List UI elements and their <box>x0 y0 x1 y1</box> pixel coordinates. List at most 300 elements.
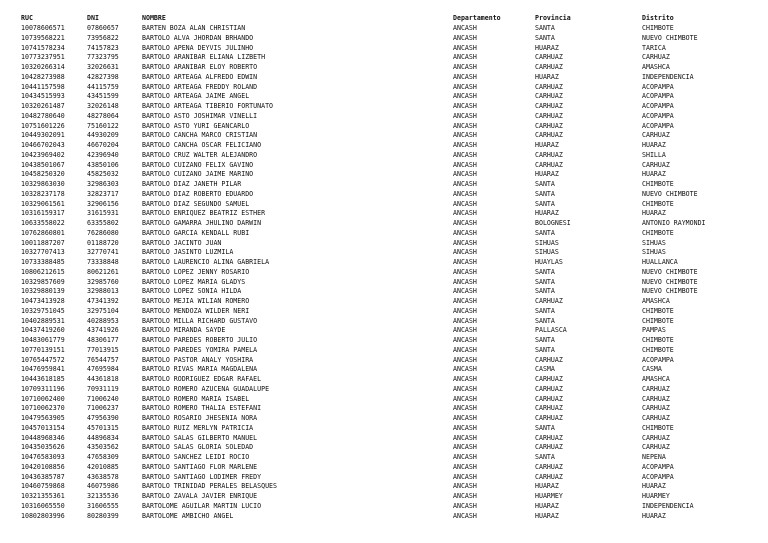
table-row <box>0 151 768 161</box>
cell-provincia: CARHUAZ <box>535 63 563 71</box>
cell-nombre: BARTOLO JASINTO LUZMILA <box>142 248 234 257</box>
cell-distrito: ACOPAMPA <box>642 472 674 481</box>
cell-departamento: ANCASH <box>453 102 477 110</box>
table-row <box>0 463 768 473</box>
table-row <box>0 395 768 405</box>
table-row <box>0 512 768 522</box>
cell-ruc: 10751601226 <box>21 121 65 130</box>
cell-departamento: ANCASH <box>453 219 477 227</box>
cell-dni: 43503562 <box>87 443 119 452</box>
cell-nombre: BARTOLO CANCHA OSCAR FELICIANO <box>142 141 262 149</box>
cell-dni: 01188720 <box>87 238 119 247</box>
cell-distrito: CHIMBOTE <box>642 423 674 432</box>
cell-nombre: BARTOLO LOPEZ JENNY ROSARIO <box>142 267 250 276</box>
cell-dni: 32770741 <box>87 248 119 257</box>
cell-nombre: BARTOLO ASTO YURI GEANCARLO <box>142 121 250 130</box>
cell-provincia: CARHUAZ <box>535 150 563 159</box>
cell-ruc: 10710062370 <box>21 404 65 413</box>
cell-ruc: 10482780640 <box>21 111 65 120</box>
cell-dni: 45701315 <box>87 423 119 432</box>
cell-dni: 48306177 <box>87 336 119 344</box>
cell-dni: 32026631 <box>87 63 119 71</box>
cell-departamento: ANCASH <box>453 306 477 315</box>
cell-distrito: SHILLA <box>642 150 666 159</box>
cell-departamento: ANCASH <box>453 72 477 81</box>
cell-nombre: BARTOLO GARCIA KENDALL RUBI <box>142 228 250 237</box>
table-row <box>0 443 768 453</box>
cell-ruc: 10479563905 <box>21 414 65 422</box>
cell-provincia: HUARAZ <box>535 170 559 179</box>
cell-provincia: CARHUAZ <box>535 297 563 305</box>
cell-departamento: ANCASH <box>453 423 477 432</box>
cell-provincia: CARHUAZ <box>535 404 563 413</box>
cell-dni: 44930209 <box>87 131 119 140</box>
cell-provincia: CARHUAZ <box>535 160 563 169</box>
cell-distrito: CHIMBOTE <box>642 24 674 32</box>
table-row <box>0 356 768 366</box>
cell-distrito: INDEPENDENCIA <box>642 72 694 81</box>
cell-departamento: ANCASH <box>453 492 477 500</box>
cell-nombre: BARTOLO SALAS GLORIA SOLEDAD <box>142 443 254 452</box>
cell-ruc: 10435035626 <box>21 443 65 452</box>
cell-ruc: 10402889531 <box>21 316 65 325</box>
cell-dni: 73338848 <box>87 258 119 266</box>
cell-distrito: ACOPAMPA <box>642 462 674 471</box>
cell-departamento: ANCASH <box>453 267 477 276</box>
cell-provincia: SIHUAS <box>535 248 559 257</box>
cell-ruc: 10443618185 <box>21 375 65 383</box>
cell-ruc: 10476583093 <box>21 453 65 461</box>
cell-provincia: HUARAZ <box>535 209 559 218</box>
table-row <box>0 307 768 317</box>
cell-nombre: BARTOLO PAREDES ROBERTO JULIO <box>142 336 258 344</box>
cell-departamento: ANCASH <box>453 121 477 130</box>
cell-provincia: SANTA <box>535 189 555 198</box>
table-row <box>0 161 768 171</box>
table-row <box>0 365 768 375</box>
cell-ruc: 10765447572 <box>21 355 65 364</box>
cell-ruc: 10633558022 <box>21 219 65 227</box>
table-row <box>0 92 768 102</box>
cell-provincia: CARHUAZ <box>535 443 563 452</box>
cell-dni: 42010885 <box>87 462 119 471</box>
cell-provincia: CARHUAZ <box>535 53 563 62</box>
cell-ruc: 10473413928 <box>21 297 65 305</box>
cell-ruc: 10423969402 <box>21 150 65 159</box>
cell-distrito: NEPEÑA <box>642 453 666 461</box>
cell-nombre: BARTOLOME AGUILAR MARTIN LUCIO <box>142 501 262 510</box>
table-row <box>0 122 768 132</box>
cell-departamento: ANCASH <box>453 248 477 257</box>
cell-ruc: 10434515993 <box>21 92 65 101</box>
cell-ruc: 10441157598 <box>21 82 65 91</box>
cell-departamento: ANCASH <box>453 355 477 364</box>
cell-ruc: 10710062400 <box>21 394 65 403</box>
cell-departamento: ANCASH <box>453 316 477 325</box>
cell-provincia: SANTA <box>535 180 555 188</box>
cell-nombre: BARTOLO LAURENCIO ALINA GABRIELA <box>142 258 270 266</box>
cell-dni: 31615931 <box>87 209 119 218</box>
cell-nombre: BARTOLO ASTO JOSHIMAR VINELLI <box>142 111 258 120</box>
cell-nombre: BARTEN BOZA ALAN CHRISTIAN <box>142 24 246 32</box>
cell-ruc: 10466702043 <box>21 141 65 149</box>
cell-nombre: BARTOLO LOPEZ SONIA HILDA <box>142 287 242 296</box>
cell-dni: 80280399 <box>87 511 119 520</box>
cell-nombre: BARTOLO TRINIDAD PERALES BELASQUES <box>142 482 277 491</box>
cell-departamento: ANCASH <box>453 160 477 169</box>
cell-departamento: ANCASH <box>453 170 477 179</box>
cell-dni: 74157823 <box>87 43 119 52</box>
cell-nombre: BARTOLO MEJIA WILIAN ROMERO <box>142 297 250 305</box>
table-row <box>0 375 768 385</box>
cell-provincia: HUARAZ <box>535 501 559 510</box>
table-row <box>0 268 768 278</box>
cell-provincia: SANTA <box>535 345 555 354</box>
cell-departamento: ANCASH <box>453 141 477 149</box>
cell-dni: 32135536 <box>87 492 119 500</box>
cell-departamento: ANCASH <box>453 33 477 42</box>
cell-dni: 77013915 <box>87 345 119 354</box>
cell-provincia: SANTA <box>535 316 555 325</box>
cell-ruc: 10806212615 <box>21 267 65 276</box>
cell-departamento: ANCASH <box>453 228 477 237</box>
cell-dni: 31606555 <box>87 501 119 510</box>
cell-distrito: CARHUAZ <box>642 53 670 62</box>
cell-provincia: CARHUAZ <box>535 111 563 120</box>
cell-nombre: BARTOLO SALAS GILBERTO MANUEL <box>142 433 258 442</box>
cell-nombre: BARTOLOME AMBICHO ANGEL <box>142 511 234 520</box>
cell-departamento: ANCASH <box>453 375 477 383</box>
cell-departamento: ANCASH <box>453 131 477 140</box>
cell-departamento: ANCASH <box>453 82 477 91</box>
cell-departamento: ANCASH <box>453 365 477 374</box>
cell-dni: 43638578 <box>87 472 119 481</box>
cell-nombre: BARTOLO ROSARIO JHESENIA NORA <box>142 414 258 422</box>
cell-provincia: SIHUAS <box>535 238 559 247</box>
cell-provincia: BOLOGNESI <box>535 219 571 227</box>
cell-nombre: BARTOLO DIAZ SEGUNDO SAMUEL <box>142 199 250 208</box>
table-row <box>0 336 768 346</box>
table-row <box>0 278 768 288</box>
cell-provincia: HUARAZ <box>535 482 559 491</box>
cell-dni: 70931119 <box>87 384 119 393</box>
cell-distrito: NUEVO CHIMBOTE <box>642 277 698 286</box>
cell-provincia: CARHUAZ <box>535 433 563 442</box>
cell-nombre: BARTOLO ARTEAGA ALFREDO EDWIN <box>142 72 258 81</box>
cell-ruc: 10739568221 <box>21 33 65 42</box>
cell-nombre: BARTOLO PAREDES YOMIRA PAMELA <box>142 345 258 354</box>
cell-departamento: ANCASH <box>453 501 477 510</box>
cell-distrito: HUARAZ <box>642 141 666 149</box>
cell-distrito: NUEVO CHIMBOTE <box>642 287 698 296</box>
cell-dni: 32906156 <box>87 199 119 208</box>
cell-distrito: ACOPAMPA <box>642 355 674 364</box>
cell-provincia: CARHUAZ <box>535 472 563 481</box>
cell-provincia: HUAYLAS <box>535 258 563 266</box>
cell-ruc: 10320266314 <box>21 63 65 71</box>
cell-distrito: AMASHCA <box>642 63 670 71</box>
cell-ruc: 10329751045 <box>21 306 65 315</box>
cell-nombre: BARTOLO DIAZ ROBERTO EDUARDO <box>142 189 254 198</box>
cell-departamento: ANCASH <box>453 287 477 296</box>
cell-departamento: ANCASH <box>453 277 477 286</box>
cell-provincia: CARHUAZ <box>535 121 563 130</box>
table-row <box>0 63 768 73</box>
cell-ruc: 10476959841 <box>21 365 65 374</box>
cell-distrito: HUALLANCA <box>642 258 678 266</box>
header-ruc: RUC <box>21 14 33 22</box>
cell-provincia: HUARAZ <box>535 511 559 520</box>
cell-distrito: CARHUAZ <box>642 433 670 442</box>
cell-dni: 71006237 <box>87 404 119 413</box>
cell-departamento: ANCASH <box>453 238 477 247</box>
cell-dni: 44896834 <box>87 433 119 442</box>
cell-departamento: ANCASH <box>453 180 477 188</box>
table-row <box>0 453 768 463</box>
cell-provincia: CARHUAZ <box>535 414 563 422</box>
cell-provincia: CARHUAZ <box>535 375 563 383</box>
cell-ruc: 10078606571 <box>21 24 65 32</box>
cell-distrito: CHIMBOTE <box>642 316 674 325</box>
cell-departamento: ANCASH <box>453 209 477 218</box>
table-row <box>0 112 768 122</box>
cell-nombre: BARTOLO CUIZANO JAIME MARINO <box>142 170 254 179</box>
cell-departamento: ANCASH <box>453 189 477 198</box>
cell-ruc: 10773237951 <box>21 53 65 62</box>
cell-nombre: BARTOLO ARANIBAR ELIANA LIZBETH <box>142 53 266 62</box>
cell-provincia: CARHUAZ <box>535 384 563 393</box>
cell-distrito: CARHUAZ <box>642 404 670 413</box>
cell-nombre: BARTOLO ZAVALA JAVIER ENRIQUE <box>142 492 258 500</box>
cell-nombre: BARTOLO GAMARRA JHULIÑO DARWIN <box>142 219 262 227</box>
cell-distrito: HUARMEY <box>642 492 670 500</box>
table-row <box>0 180 768 190</box>
table-row <box>0 209 768 219</box>
cell-distrito: AMASHCA <box>642 375 670 383</box>
cell-distrito: SIHUAS <box>642 248 666 257</box>
cell-dni: 47956390 <box>87 414 119 422</box>
cell-nombre: BARTOLO ALVA JHORDAN BRHANDO <box>142 33 254 42</box>
cell-nombre: BARTOLO RODRIGUEZ EDGAR RAFAEL <box>142 375 262 383</box>
cell-departamento: ANCASH <box>453 384 477 393</box>
table-row <box>0 34 768 44</box>
cell-nombre: BARTOLO RIVAS MARIA MAGDALENA <box>142 365 258 374</box>
cell-dni: 43741926 <box>87 326 119 335</box>
cell-distrito: CHIMBOTE <box>642 336 674 344</box>
cell-departamento: ANCASH <box>453 297 477 305</box>
cell-departamento: ANCASH <box>453 443 477 452</box>
cell-nombre: BARTOLO JACINTO JUAN <box>142 238 222 247</box>
table-row <box>0 239 768 249</box>
cell-distrito: PAMPAS <box>642 326 666 335</box>
cell-departamento: ANCASH <box>453 433 477 442</box>
cell-dni: 46670204 <box>87 141 119 149</box>
table-row <box>0 73 768 83</box>
cell-nombre: BARTOLO APEÑA DEYVIS JULINHO <box>142 43 254 52</box>
cell-nombre: BARTOLO SANTIAGO FLOR MARLENE <box>142 462 258 471</box>
cell-ruc: 10483061779 <box>21 336 65 344</box>
cell-provincia: SANTA <box>535 228 555 237</box>
cell-distrito: ACOPAMPA <box>642 111 674 120</box>
cell-provincia: SANTA <box>535 287 555 296</box>
table-row <box>0 492 768 502</box>
cell-departamento: ANCASH <box>453 336 477 344</box>
cell-ruc: 10316065550 <box>21 501 65 510</box>
cell-dni: 44361818 <box>87 375 119 383</box>
cell-dni: 76286080 <box>87 228 119 237</box>
cell-ruc: 10329863030 <box>21 180 65 188</box>
cell-provincia: SANTA <box>535 306 555 315</box>
cell-departamento: ANCASH <box>453 92 477 101</box>
cell-departamento: ANCASH <box>453 24 477 32</box>
cell-departamento: ANCASH <box>453 462 477 471</box>
cell-departamento: ANCASH <box>453 345 477 354</box>
cell-distrito: INDEPENDENCIA <box>642 501 694 510</box>
table-row <box>0 219 768 229</box>
cell-departamento: ANCASH <box>453 111 477 120</box>
cell-provincia: CARHUAZ <box>535 355 563 364</box>
cell-dni: 32823717 <box>87 189 119 198</box>
cell-distrito: HUARAZ <box>642 209 666 218</box>
cell-nombre: BARTOLO ARTEAGA TIBERIO FORTUNATO <box>142 102 274 110</box>
header-provincia: Provincia <box>535 14 571 22</box>
cell-nombre: BARTOLO ROMERO AZUCENA GUADALUPE <box>142 384 270 393</box>
table-row <box>0 83 768 93</box>
cell-distrito: CHIMBOTE <box>642 345 674 354</box>
cell-dni: 32988013 <box>87 287 119 296</box>
cell-ruc: 10329880139 <box>21 287 65 296</box>
cell-dni: 32985760 <box>87 277 119 286</box>
cell-distrito: CARHUAZ <box>642 394 670 403</box>
cell-ruc: 10327707413 <box>21 248 65 257</box>
cell-ruc: 10460759868 <box>21 482 65 491</box>
cell-dni: 77323795 <box>87 53 119 62</box>
cell-ruc: 10438501067 <box>21 160 65 169</box>
cell-nombre: BARTOLO CANCHA MARCO CRISTIAN <box>142 131 258 140</box>
cell-provincia: CARHUAZ <box>535 102 563 110</box>
cell-dni: 71006240 <box>87 394 119 403</box>
header-dni: DNI <box>87 14 99 22</box>
cell-distrito: CARHUAZ <box>642 160 670 169</box>
cell-dni: 32026148 <box>87 102 119 110</box>
cell-ruc: 10449302091 <box>21 131 65 140</box>
cell-distrito: ACOPAMPA <box>642 92 674 101</box>
cell-nombre: BARTOLO DIAZ JANETH PILAR <box>142 180 242 188</box>
cell-nombre: BARTOLO MENDOZA WILDER NERI <box>142 306 250 315</box>
cell-departamento: ANCASH <box>453 150 477 159</box>
table-row <box>0 287 768 297</box>
cell-distrito: ANTONIO RAYMONDI <box>642 219 706 227</box>
cell-ruc: 10320261487 <box>21 102 65 110</box>
cell-distrito: ACOPAMPA <box>642 121 674 130</box>
cell-distrito: HUARAZ <box>642 511 666 520</box>
cell-nombre: BARTOLO RUIZ MERLYN PATRICIA <box>142 423 254 432</box>
cell-dni: 76544757 <box>87 355 119 364</box>
cell-nombre: BARTOLO MIRANDA SAYDE <box>142 326 226 335</box>
cell-distrito: CHIMBOTE <box>642 306 674 315</box>
cell-provincia: SANTA <box>535 24 555 32</box>
cell-ruc: 10741578234 <box>21 43 65 52</box>
cell-nombre: BARTOLO SANCHEZ LEIDI ROCIO <box>142 453 250 461</box>
cell-dni: 73956822 <box>87 33 119 42</box>
table-row <box>0 102 768 112</box>
table-row <box>0 229 768 239</box>
cell-distrito: NUEVO CHIMBOTE <box>642 267 698 276</box>
cell-provincia: HUARMEY <box>535 492 563 500</box>
cell-dni: 80621261 <box>87 267 119 276</box>
cell-nombre: BARTOLO ROMERO MARIA ISABEL <box>142 394 250 403</box>
cell-provincia: CARHUAZ <box>535 131 563 140</box>
cell-distrito: AMASHCA <box>642 297 670 305</box>
cell-provincia: SANTA <box>535 423 555 432</box>
cell-distrito: NUEVO CHIMBOTE <box>642 189 698 198</box>
table-row <box>0 190 768 200</box>
cell-provincia: CARHUAZ <box>535 82 563 91</box>
table-row <box>0 385 768 395</box>
table-header <box>0 14 768 24</box>
cell-distrito: TARICA <box>642 43 666 52</box>
cell-dni: 42827398 <box>87 72 119 81</box>
cell-ruc: 10329857609 <box>21 277 65 286</box>
cell-provincia: HUARAZ <box>535 141 559 149</box>
cell-provincia: HUARAZ <box>535 43 559 52</box>
cell-provincia: SANTA <box>535 199 555 208</box>
cell-ruc: 10733388485 <box>21 258 65 266</box>
cell-distrito: NUEVO CHIMBOTE <box>642 33 698 42</box>
cell-distrito: HUARAZ <box>642 482 666 491</box>
cell-nombre: BARTOLO SANTIAGO LODIMER FREDY <box>142 472 262 481</box>
cell-ruc: 10328237178 <box>21 189 65 198</box>
cell-provincia: SANTA <box>535 453 555 461</box>
cell-ruc: 10770139151 <box>21 345 65 354</box>
cell-dni: 47695984 <box>87 365 119 374</box>
header-distrito: Distrito <box>642 14 674 22</box>
cell-provincia: SANTA <box>535 277 555 286</box>
cell-distrito: CARHUAZ <box>642 131 670 140</box>
cell-ruc: 10316159317 <box>21 209 65 218</box>
cell-dni: 44115759 <box>87 82 119 91</box>
cell-dni: 43850106 <box>87 160 119 169</box>
cell-dni: 47341392 <box>87 297 119 305</box>
cell-departamento: ANCASH <box>453 511 477 520</box>
cell-dni: 48278064 <box>87 111 119 120</box>
table-row <box>0 248 768 258</box>
cell-ruc: 10011887207 <box>21 238 65 247</box>
cell-nombre: BARTOLO PASTOR ANALY YOSHIRA <box>142 355 254 364</box>
cell-departamento: ANCASH <box>453 326 477 335</box>
cell-ruc: 10448968346 <box>21 433 65 442</box>
cell-distrito: CARHUAZ <box>642 443 670 452</box>
cell-nombre: BARTOLO CUIZANO FELIX GAVINO <box>142 160 254 169</box>
table-row <box>0 44 768 54</box>
cell-provincia: PALLASCA <box>535 326 567 335</box>
table-row <box>0 346 768 356</box>
cell-ruc: 10420108856 <box>21 462 65 471</box>
table-row <box>0 131 768 141</box>
cell-ruc: 10329061561 <box>21 199 65 208</box>
cell-provincia: CASMA <box>535 365 555 374</box>
cell-departamento: ANCASH <box>453 43 477 52</box>
cell-nombre: BARTOLO ENRIQUEZ BEATRIZ ESTHER <box>142 209 266 218</box>
cell-departamento: ANCASH <box>453 482 477 491</box>
table-row <box>0 502 768 512</box>
cell-ruc: 10709311196 <box>21 384 65 393</box>
cell-distrito: CASMA <box>642 365 662 374</box>
cell-nombre: BARTOLO MILLA RICHARD GUSTAVO <box>142 316 258 325</box>
cell-ruc: 10436385787 <box>21 472 65 481</box>
cell-departamento: ANCASH <box>453 53 477 62</box>
cell-ruc: 10437419260 <box>21 326 65 335</box>
